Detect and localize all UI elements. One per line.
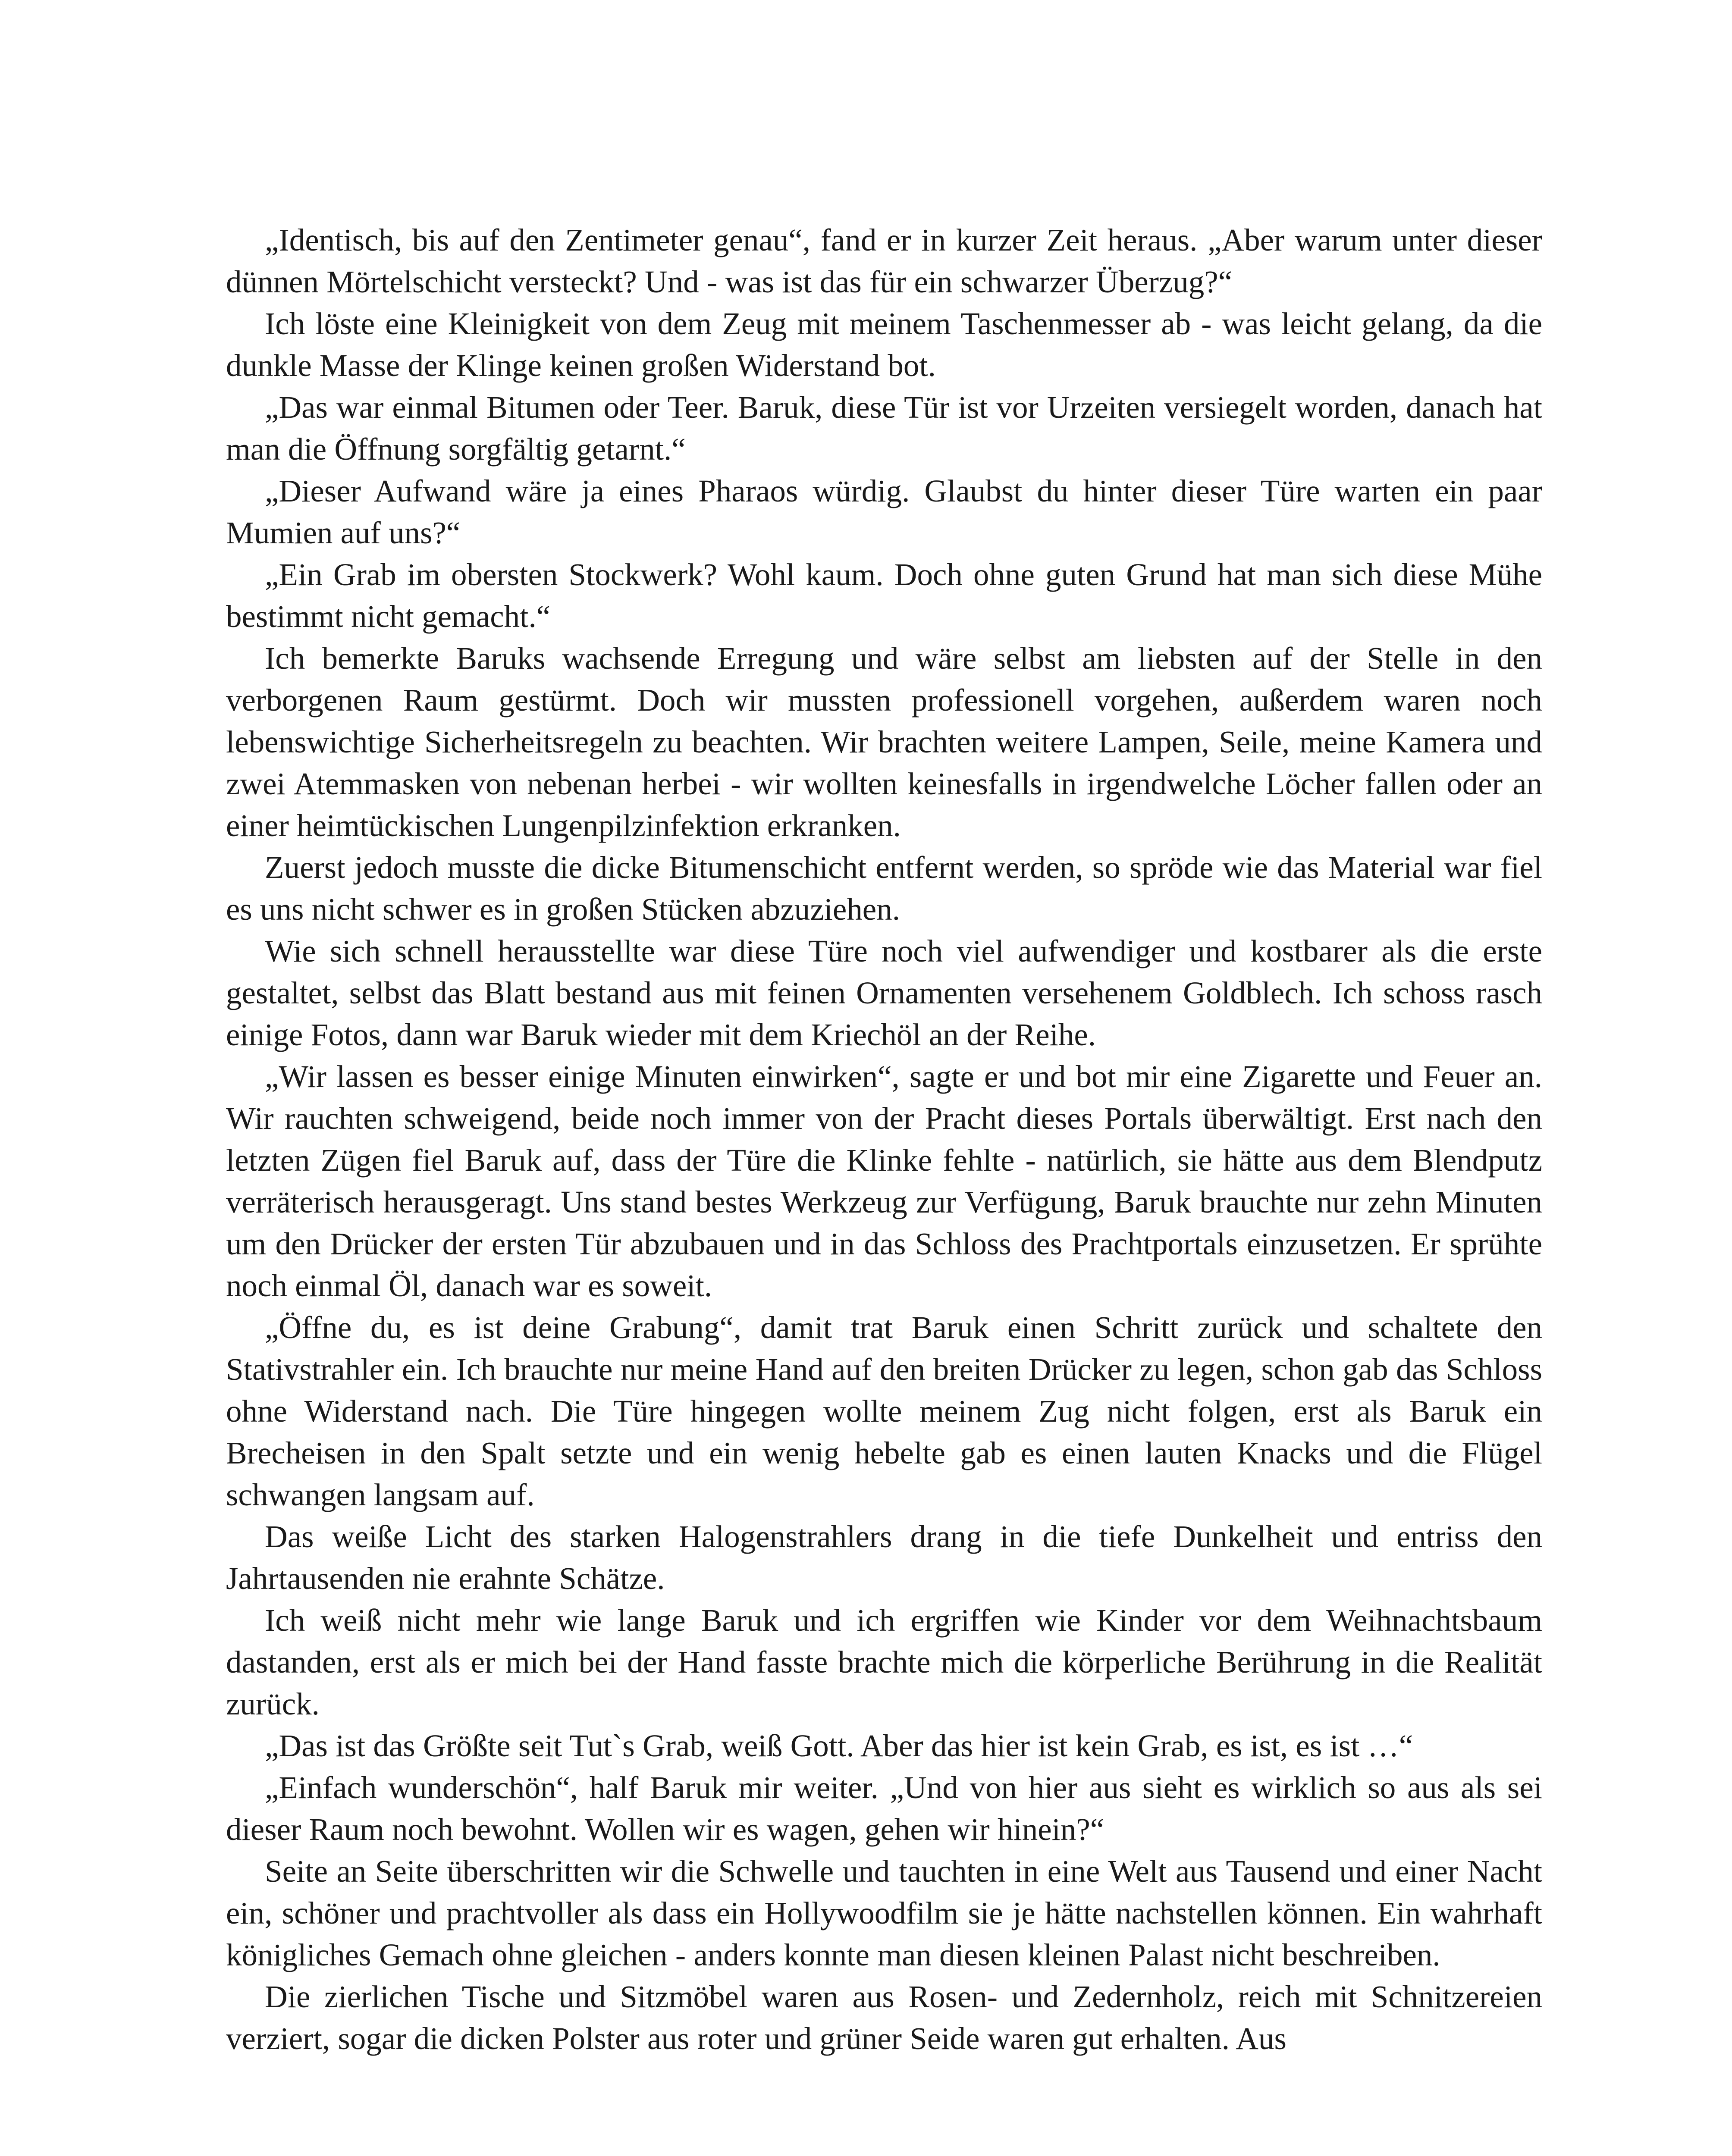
paragraph: „Identisch, bis auf den Zentimeter genau“, fand er in kurzer Zeit heraus. „Aber warum unter dieser dünnen Mörtelschicht versteckt? Und - was ist das für ein schwarzer Überzug?“ — [226, 222, 1542, 299]
paragraph: „Einfach wunderschön“, half Baruk mir weiter. „Und von hier aus sieht es wirklich so aus als sei dieser Raum noch bewohnt. Wollen wir es wagen, gehen wir hinein?“ — [226, 1770, 1542, 1847]
paragraph: „Das ist das Größte seit Tut`s Grab, weiß Gott. Aber das hier ist kein Grab, es ist, es ist …“ — [265, 1728, 1413, 1763]
paragraph: Die zierlichen Tische und Sitzmöbel waren aus Rosen- und Zedernholz, reich mit Schnitzereien verziert, sogar die dicken Polster aus roter und grüner Seide waren gut erhalten. Aus — [226, 1979, 1542, 2056]
paragraph: „Wir lassen es besser einige Minuten einwirken“, sagte er und bot mir eine Zigarette und Feuer an. Wir rauchten schweigend, beide noch immer von der Pracht dieses Portals überwältigt. Erst nach den letzten Zügen fiel Baruk auf, dass der Türe die Klinke fehlte - natürlich, sie hätte aus dem Blendputz verräterisch herausgeragt. Uns stand bestes Werkzeug zur Verfügung, Baruk brauchte nur zehn Minuten um den Drücker der ersten Tür abzubauen und in das Schloss des Prachtportals einzusetzen. Er sprühte noch einmal Öl, danach war es soweit. — [226, 1059, 1542, 1303]
paragraph: Das weiße Licht des starken Halogenstrahlers drang in die tiefe Dunkelheit und entriss den Jahrtausenden nie erahnte Schätze. — [226, 1519, 1542, 1596]
paragraph: Ich bemerkte Baruks wachsende Erregung und wäre selbst am liebsten auf der Stelle in den verborgenen Raum gestürmt. Doch wir mussten professionell vorgehen, außerdem waren noch lebenswichtige Sicherheitsregeln zu beachten. Wir brachten weitere Lampen, Seile, meine Kamera und zwei Atemmasken von nebenan herbei - wir wollten keinesfalls in irgendwelche Löcher fallen oder an einer heimtückischen Lungenpilzinfektion erkranken. — [226, 641, 1542, 843]
paragraph: „Das war einmal Bitumen oder Teer. Baruk, diese Tür ist vor Urzeiten versiegelt worden, danach hat man die Öffnung sorgfältig getarnt.“ — [226, 390, 1542, 467]
paragraph: Seite an Seite überschritten wir die Schwelle und tauchten in eine Welt aus Tausend und einer Nacht ein, schöner und prachtvoller als dass ein Hollywoodfilm sie je hätte nachstellen können. Ein wahrhaft königliches Gemach ohne gleichen - anders konnte man diesen kleinen Palast nicht beschreiben. — [226, 1854, 1542, 1972]
paragraph: „Dieser Aufwand wäre ja eines Pharaos würdig. Glaubst du hinter dieser Türe warten ein paar Mumien auf uns?“ — [226, 473, 1542, 550]
paragraph: Ich löste eine Kleinigkeit von dem Zeug mit meinem Taschenmesser ab - was leicht gelang, da die dunkle Masse der Klinge keinen großen Widerstand bot. — [226, 306, 1542, 383]
paragraph: Wie sich schnell herausstellte war diese Türe noch viel aufwendiger und kostbarer als die erste gestaltet, selbst das Blatt bestand aus mit feinen Ornamenten versehenem Goldblech. Ich schoss rasch einige Fotos, dann war Baruk wieder mit dem Kriechöl an der Reihe. — [226, 934, 1542, 1052]
paragraph: „Ein Grab im obersten Stockwerk? Wohl kaum. Doch ohne guten Grund hat man sich diese Mühe bestimmt nicht gemacht.“ — [226, 557, 1542, 634]
paragraph: Ich weiß nicht mehr wie lange Baruk und ich ergriffen wie Kinder vor dem Weihnachtsbaum dastanden, erst als er mich bei der Hand fasste brachte mich die körperliche Berührung in die Realität zurück. — [226, 1603, 1542, 1721]
paragraph: Zuerst jedoch musste die dicke Bitumenschicht entfernt werden, so spröde wie das Material war fiel es uns nicht schwer es in großen Stücken abzuziehen. — [226, 850, 1542, 927]
body-text — [226, 219, 1542, 2059]
paragraph: „Öffne du, es ist deine Grabung“, damit trat Baruk einen Schritt zurück und schaltete den Stativstrahler ein. Ich brauchte nur meine Hand auf den breiten Drücker zu legen, schon gab das Schloss ohne Widerstand nach. Die Türe hingegen wollte meinem Zug nicht folgen, erst als Baruk ein Brecheisen in den Spalt setzte und ein wenig hebelte gab es einen lauten Knacks und die Flügel schwangen langsam auf. — [226, 1310, 1542, 1512]
